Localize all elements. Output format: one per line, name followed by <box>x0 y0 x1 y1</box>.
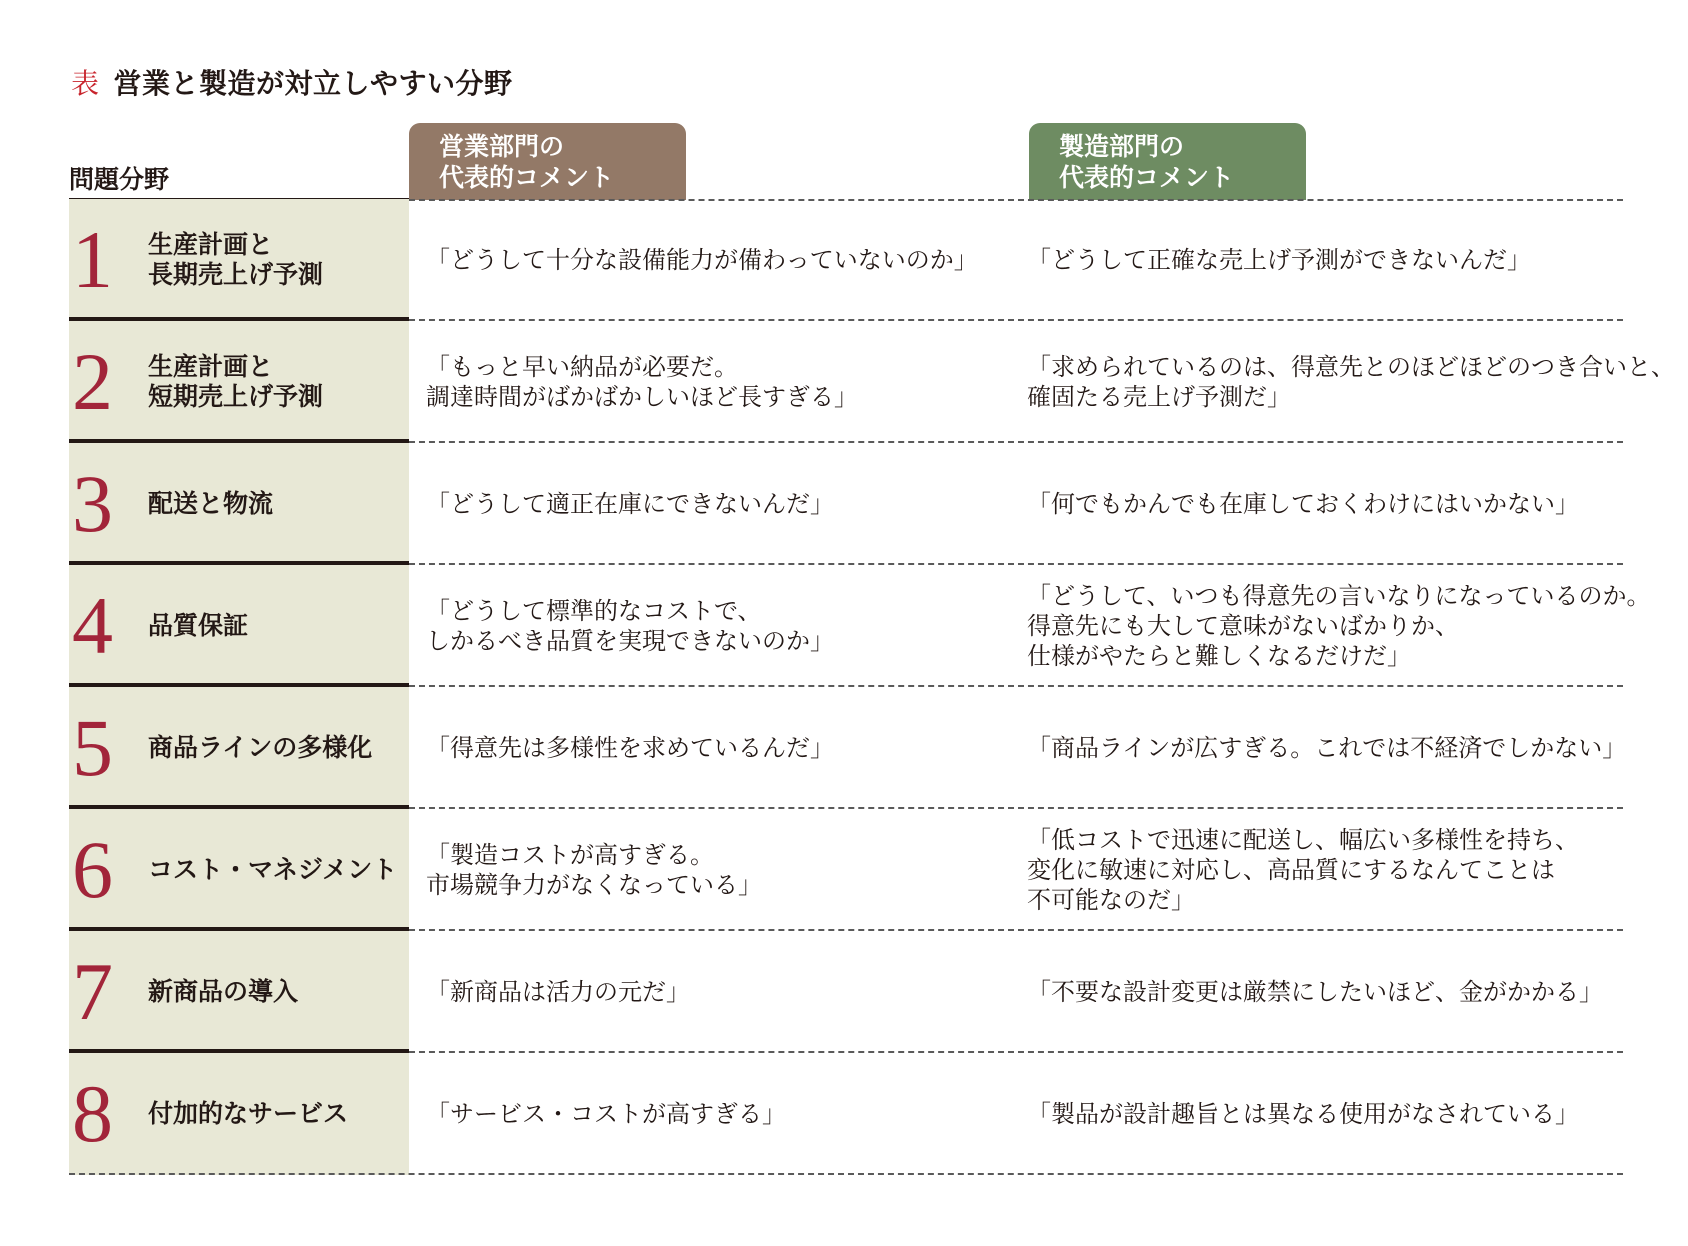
problem-area <box>148 199 323 321</box>
problem-area <box>148 1053 348 1175</box>
mfg-header-line: 代表的コメント <box>1059 163 1235 192</box>
table-row <box>0 687 1688 809</box>
problem-area-line: 長期売上げ予測 <box>148 260 324 289</box>
sales-comment <box>426 321 858 443</box>
table-row <box>0 1053 1688 1175</box>
mfg-comment <box>1027 809 1579 931</box>
mfg-comment-line: 「何でもかんでも在庫しておくわけにはいかない」 <box>1027 490 1579 518</box>
sales-comment-line: 「どうして適正在庫にできないんだ」 <box>426 490 834 518</box>
sales-comment <box>426 565 834 687</box>
table-row <box>0 199 1688 321</box>
sales-comment-line: 「もっと早い納品が必要だ。 <box>426 353 738 381</box>
table-row <box>0 565 1688 687</box>
problem-area <box>148 443 273 565</box>
mfg-comment <box>1027 1053 1579 1175</box>
problem-area <box>148 565 248 687</box>
sales-comment-line: 「製造コストが高すぎる。 <box>426 841 714 869</box>
mfg-comment-line: 不可能なのだ」 <box>1027 886 1195 914</box>
title-prefix: 表 <box>71 67 100 100</box>
row-number: 5 <box>72 702 113 793</box>
mfg-comment-line: 「製品が設計趣旨とは異なる使用がなされている」 <box>1027 1100 1579 1128</box>
row-number: 3 <box>72 458 113 549</box>
mfg-comment <box>1027 931 1603 1053</box>
problem-area-line: 生産計画と <box>148 230 274 259</box>
page-title <box>71 62 513 102</box>
mfg-comment <box>1027 565 1651 687</box>
mfg-comment-line: 「どうして、いつも得意先の言いなりになっているのか。 <box>1027 582 1651 610</box>
mfg-comment <box>1027 321 1675 443</box>
mfg-comment-line: 変化に敏速に対応し、高品質にするなんてことは <box>1027 856 1555 884</box>
mfg-comment-line: 「どうして正確な売上げ予測ができないんだ」 <box>1027 246 1531 274</box>
sales-column-header <box>409 123 686 200</box>
problem-area-line: 生産計画と <box>148 352 274 381</box>
row-number: 4 <box>72 580 113 671</box>
problem-area-line: 商品ラインの多様化 <box>148 733 373 762</box>
sales-comment <box>426 687 834 809</box>
table-row <box>0 809 1688 931</box>
sales-comment-line: 「どうして十分な設備能力が備わっていないのか」 <box>426 246 978 274</box>
problem-area <box>148 809 397 931</box>
problem-area-line: 付加的なサービス <box>148 1099 349 1128</box>
mfg-header-line: 製造部門の <box>1059 132 1185 161</box>
title-text: 営業と製造が対立しやすい分野 <box>113 67 513 100</box>
table-row <box>0 931 1688 1053</box>
problem-area-line: 品質保証 <box>148 611 249 640</box>
problem-area-line: 配送と物流 <box>148 489 274 518</box>
mfg-column-header <box>1029 123 1306 200</box>
row-number: 6 <box>72 824 113 915</box>
row-number: 2 <box>72 336 113 427</box>
row-number: 7 <box>72 946 113 1037</box>
sales-comment-line: 市場競争力がなくなっている」 <box>426 871 762 899</box>
problem-area-line: 短期売上げ予測 <box>148 382 324 411</box>
problem-area-line: コスト・マネジメント <box>148 855 398 884</box>
mfg-comment-line: 仕様がやたらと難しくなるだけだ」 <box>1027 642 1411 670</box>
sales-comment <box>426 1053 786 1175</box>
mfg-comment-line: 「不要な設計変更は厳禁にしたいほど、金がかかる」 <box>1027 978 1603 1006</box>
table-row <box>0 321 1688 443</box>
mfg-comment-line: 確固たる売上げ予測だ」 <box>1027 383 1291 411</box>
mfg-comment-line: 「商品ラインが広すぎる。これでは不経済でしかない」 <box>1027 734 1627 762</box>
sales-comment <box>426 931 690 1053</box>
mfg-comment <box>1027 443 1579 565</box>
sales-comment <box>426 443 834 565</box>
row-number: 1 <box>72 214 113 305</box>
row-rule-dashed <box>69 1173 1623 1175</box>
mfg-comment <box>1027 687 1626 809</box>
sales-comment-line: 「どうして標準的なコストで、 <box>426 597 762 625</box>
mfg-comment <box>1027 199 1531 321</box>
sales-comment-line: 「サービス・コストが高すぎる」 <box>426 1100 786 1128</box>
problem-area <box>148 931 298 1053</box>
sales-comment-line: 「新商品は活力の元だ」 <box>426 978 690 1006</box>
mfg-comment-line: 得意先にも大して意味がないばかりか、 <box>1027 612 1459 640</box>
problem-area <box>148 687 372 809</box>
mfg-comment-line: 「低コストで迅速に配送し、幅広い多様性を持ち、 <box>1027 826 1579 854</box>
table-row <box>0 443 1688 565</box>
row-number: 8 <box>72 1068 113 1159</box>
sales-comment <box>426 809 762 931</box>
sales-comment-line: 「得意先は多様性を求めているんだ」 <box>426 734 834 762</box>
sales-header-line: 営業部門の <box>439 132 565 161</box>
sales-header-line: 代表的コメント <box>439 163 615 192</box>
mfg-comment-line: 「求められているのは、得意先とのほどほどのつき合いと、 <box>1027 353 1675 381</box>
sales-comment <box>426 199 978 321</box>
problem-area-line: 新商品の導入 <box>148 977 299 1006</box>
column-header-area: 問題分野 <box>69 165 170 194</box>
sales-comment-line: 調達時間がばかばかしいほど長すぎる」 <box>426 383 858 411</box>
sales-comment-line: しかるべき品質を実現できないのか」 <box>426 627 834 655</box>
problem-area <box>148 321 323 443</box>
